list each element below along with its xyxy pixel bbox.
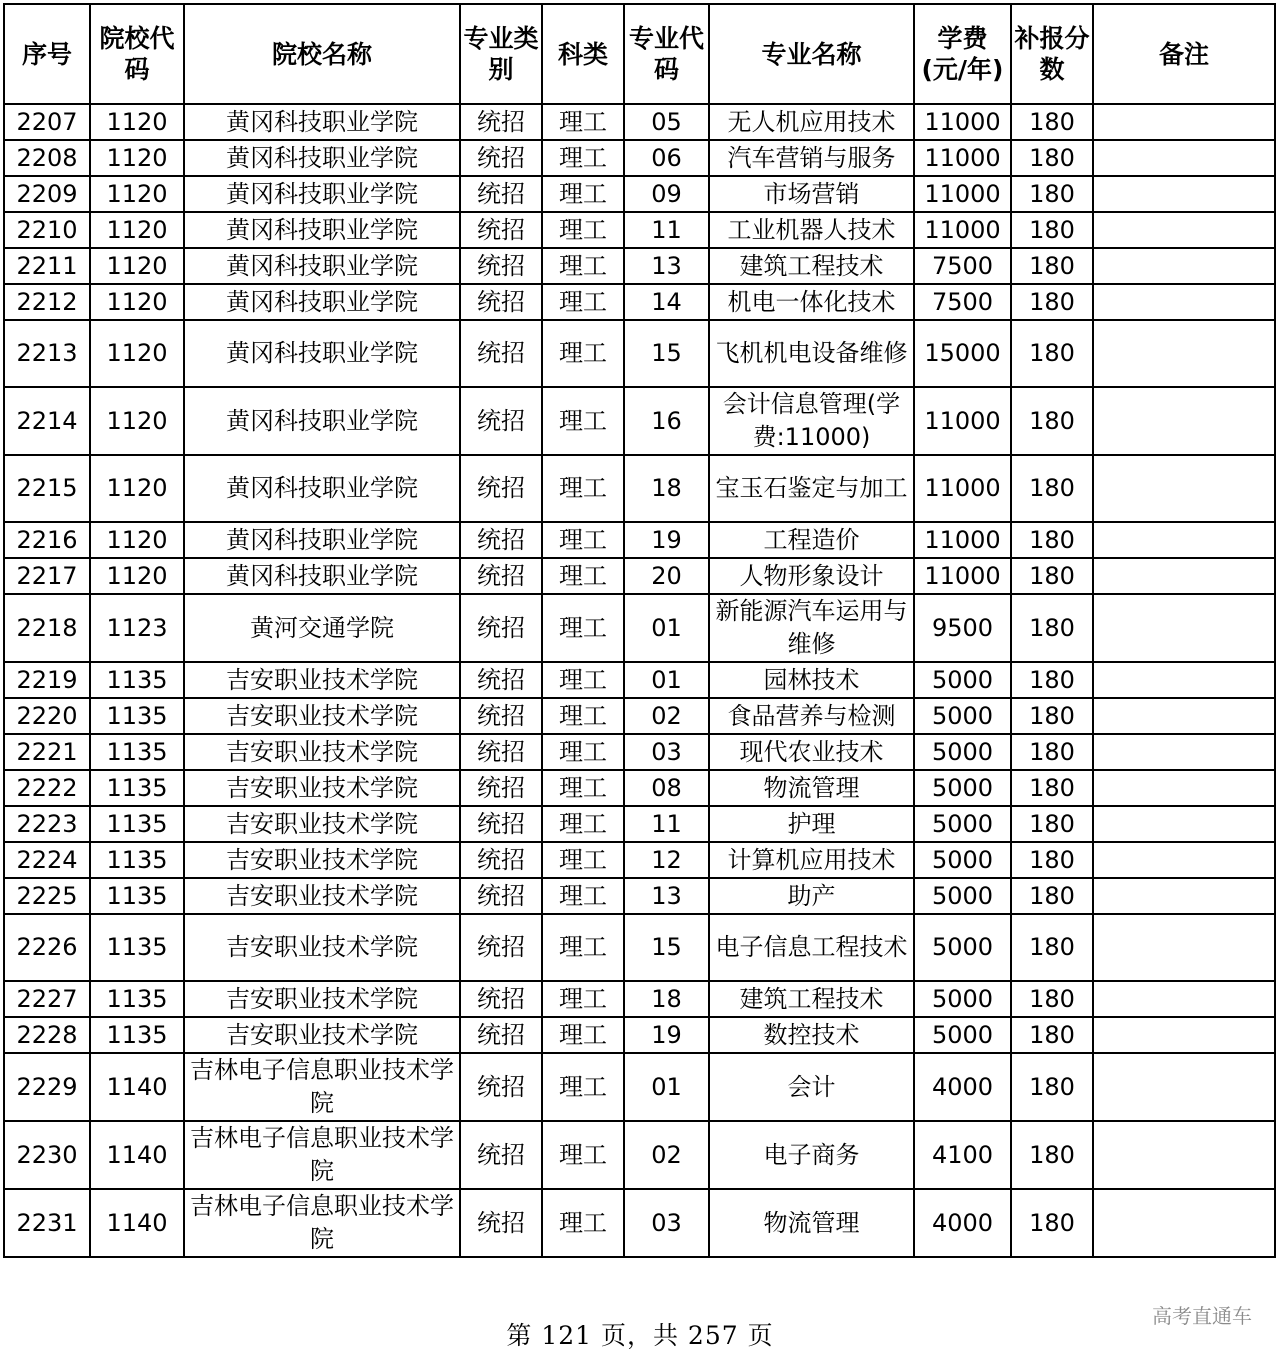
- category-cell: 理工: [542, 522, 624, 558]
- tuition-cell: 5000: [914, 806, 1011, 842]
- score-cell: 180: [1011, 806, 1093, 842]
- school-name-cell: 吉安职业技术学院: [184, 842, 460, 878]
- major-name-cell: 电子信息工程技术: [709, 914, 914, 981]
- seq-cell: 2223: [4, 806, 90, 842]
- category-cell: 理工: [542, 176, 624, 212]
- major-name-cell: 会计: [709, 1053, 914, 1121]
- school-name-cell: 黄冈科技职业学院: [184, 522, 460, 558]
- table-row: [4, 734, 1275, 770]
- table-row: [4, 878, 1275, 914]
- table-row: [4, 1189, 1275, 1257]
- note-cell: [1093, 522, 1275, 558]
- score-cell: 180: [1011, 248, 1093, 284]
- category-cell: 理工: [542, 981, 624, 1017]
- seq-cell: 2212: [4, 284, 90, 320]
- major-name-cell: 食品营养与检测: [709, 698, 914, 734]
- category-cell: 理工: [542, 734, 624, 770]
- seq-cell: 2224: [4, 842, 90, 878]
- major-type-cell: 统招: [460, 662, 542, 698]
- major-type-cell: 统招: [460, 320, 542, 387]
- seq-cell: 2219: [4, 662, 90, 698]
- table-row: [4, 806, 1275, 842]
- major-type-cell: 统招: [460, 140, 542, 176]
- score-cell: 180: [1011, 1053, 1093, 1121]
- major-type-cell: 统招: [460, 878, 542, 914]
- major-code-cell: 15: [624, 320, 709, 387]
- school-name-cell: 黄冈科技职业学院: [184, 176, 460, 212]
- major-code-cell: 14: [624, 284, 709, 320]
- score-cell: 180: [1011, 104, 1093, 140]
- header-major-name: 专业名称: [709, 4, 914, 104]
- major-name-cell: 建筑工程技术: [709, 981, 914, 1017]
- major-name-cell: 助产: [709, 878, 914, 914]
- major-type-cell: 统招: [460, 387, 542, 455]
- school-name-cell: 黄冈科技职业学院: [184, 558, 460, 594]
- major-name-cell: 工程造价: [709, 522, 914, 558]
- seq-cell: 2209: [4, 176, 90, 212]
- major-code-cell: 13: [624, 248, 709, 284]
- category-cell: 理工: [542, 662, 624, 698]
- school-name-cell: 吉安职业技术学院: [184, 662, 460, 698]
- category-cell: 理工: [542, 140, 624, 176]
- tuition-cell: 11000: [914, 522, 1011, 558]
- school-code-cell: 1120: [90, 248, 184, 284]
- note-cell: [1093, 455, 1275, 522]
- major-type-cell: 统招: [460, 248, 542, 284]
- score-cell: 180: [1011, 140, 1093, 176]
- category-cell: 理工: [542, 1017, 624, 1053]
- seq-cell: 2222: [4, 770, 90, 806]
- major-name-cell: 园林技术: [709, 662, 914, 698]
- major-code-cell: 13: [624, 878, 709, 914]
- tuition-cell: 5000: [914, 662, 1011, 698]
- school-name-cell: 黄冈科技职业学院: [184, 212, 460, 248]
- school-code-cell: 1135: [90, 981, 184, 1017]
- category-cell: 理工: [542, 104, 624, 140]
- major-name-cell: 数控技术: [709, 1017, 914, 1053]
- table-row: [4, 140, 1275, 176]
- note-cell: [1093, 806, 1275, 842]
- note-cell: [1093, 1189, 1275, 1257]
- watermark: 高考直通车: [1152, 1304, 1252, 1328]
- note-cell: [1093, 734, 1275, 770]
- major-type-cell: 统招: [460, 594, 542, 662]
- major-type-cell: 统招: [460, 770, 542, 806]
- major-code-cell: 12: [624, 842, 709, 878]
- score-cell: 180: [1011, 455, 1093, 522]
- table-row: [4, 914, 1275, 981]
- note-cell: [1093, 1017, 1275, 1053]
- seq-cell: 2220: [4, 698, 90, 734]
- major-code-cell: 06: [624, 140, 709, 176]
- school-name-cell: 吉安职业技术学院: [184, 878, 460, 914]
- table-row: [4, 698, 1275, 734]
- table-row: [4, 104, 1275, 140]
- major-code-cell: 19: [624, 1017, 709, 1053]
- major-type-cell: 统招: [460, 176, 542, 212]
- category-cell: 理工: [542, 387, 624, 455]
- major-name-cell: 会计信息管理(学费:11000): [709, 387, 914, 455]
- note-cell: [1093, 212, 1275, 248]
- header-category: 科类: [542, 4, 624, 104]
- note-cell: [1093, 662, 1275, 698]
- school-name-cell: 黄冈科技职业学院: [184, 104, 460, 140]
- tuition-cell: 5000: [914, 981, 1011, 1017]
- table-row: [4, 1053, 1275, 1121]
- major-name-cell: 机电一体化技术: [709, 284, 914, 320]
- note-cell: [1093, 594, 1275, 662]
- seq-cell: 2225: [4, 878, 90, 914]
- major-name-cell: 汽车营销与服务: [709, 140, 914, 176]
- major-type-cell: 统招: [460, 284, 542, 320]
- major-name-cell: 建筑工程技术: [709, 248, 914, 284]
- major-type-cell: 统招: [460, 914, 542, 981]
- table-row: [4, 248, 1275, 284]
- school-code-cell: 1135: [90, 842, 184, 878]
- seq-cell: 2218: [4, 594, 90, 662]
- school-code-cell: 1135: [90, 1017, 184, 1053]
- seq-cell: 2221: [4, 734, 90, 770]
- school-name-cell: 吉安职业技术学院: [184, 1017, 460, 1053]
- major-name-cell: 飞机机电设备维修: [709, 320, 914, 387]
- header-major-type: 专业类别: [460, 4, 542, 104]
- major-code-cell: 18: [624, 981, 709, 1017]
- table-row: [4, 522, 1275, 558]
- school-name-cell: 吉安职业技术学院: [184, 806, 460, 842]
- tuition-cell: 9500: [914, 594, 1011, 662]
- category-cell: 理工: [542, 248, 624, 284]
- school-code-cell: 1120: [90, 212, 184, 248]
- table-row: [4, 770, 1275, 806]
- major-type-cell: 统招: [460, 698, 542, 734]
- tuition-cell: 15000: [914, 320, 1011, 387]
- major-code-cell: 05: [624, 104, 709, 140]
- school-code-cell: 1140: [90, 1121, 184, 1189]
- school-code-cell: 1120: [90, 104, 184, 140]
- major-code-cell: 02: [624, 698, 709, 734]
- major-type-cell: 统招: [460, 558, 542, 594]
- note-cell: [1093, 842, 1275, 878]
- note-cell: [1093, 558, 1275, 594]
- seq-cell: 2214: [4, 387, 90, 455]
- major-code-cell: 15: [624, 914, 709, 981]
- tuition-cell: 4000: [914, 1189, 1011, 1257]
- tuition-cell: 7500: [914, 284, 1011, 320]
- note-cell: [1093, 1121, 1275, 1189]
- seq-cell: 2216: [4, 522, 90, 558]
- major-name-cell: 新能源汽车运用与维修: [709, 594, 914, 662]
- major-name-cell: 工业机器人技术: [709, 212, 914, 248]
- school-code-cell: 1140: [90, 1189, 184, 1257]
- header-school-name: 院校名称: [184, 4, 460, 104]
- major-code-cell: 03: [624, 1189, 709, 1257]
- seq-cell: 2226: [4, 914, 90, 981]
- major-name-cell: 宝玉石鉴定与加工: [709, 455, 914, 522]
- table-row: [4, 284, 1275, 320]
- school-code-cell: 1120: [90, 455, 184, 522]
- header-school-code: 院校代码: [90, 4, 184, 104]
- school-code-cell: 1120: [90, 387, 184, 455]
- school-code-cell: 1135: [90, 698, 184, 734]
- major-name-cell: 电子商务: [709, 1121, 914, 1189]
- seq-cell: 2215: [4, 455, 90, 522]
- school-name-cell: 吉林电子信息职业技术学院: [184, 1053, 460, 1121]
- major-code-cell: 19: [624, 522, 709, 558]
- school-code-cell: 1120: [90, 284, 184, 320]
- major-type-cell: 统招: [460, 212, 542, 248]
- major-code-cell: 11: [624, 806, 709, 842]
- score-cell: 180: [1011, 698, 1093, 734]
- major-code-cell: 02: [624, 1121, 709, 1189]
- major-name-cell: 物流管理: [709, 1189, 914, 1257]
- header-note: 备注: [1093, 4, 1275, 104]
- score-cell: 180: [1011, 176, 1093, 212]
- major-name-cell: 人物形象设计: [709, 558, 914, 594]
- table-row: [4, 1017, 1275, 1053]
- score-cell: 180: [1011, 734, 1093, 770]
- school-name-cell: 黄冈科技职业学院: [184, 387, 460, 455]
- note-cell: [1093, 176, 1275, 212]
- table-row: [4, 981, 1275, 1017]
- tuition-cell: 11000: [914, 558, 1011, 594]
- school-code-cell: 1135: [90, 734, 184, 770]
- header-tuition: 学费(元/年): [914, 4, 1011, 104]
- seq-cell: 2208: [4, 140, 90, 176]
- score-cell: 180: [1011, 387, 1093, 455]
- score-cell: 180: [1011, 1189, 1093, 1257]
- school-name-cell: 黄冈科技职业学院: [184, 140, 460, 176]
- school-name-cell: 吉安职业技术学院: [184, 914, 460, 981]
- tuition-cell: 11000: [914, 387, 1011, 455]
- note-cell: [1093, 284, 1275, 320]
- note-cell: [1093, 140, 1275, 176]
- seq-cell: 2213: [4, 320, 90, 387]
- table-row: [4, 594, 1275, 662]
- tuition-cell: 4000: [914, 1053, 1011, 1121]
- score-cell: 180: [1011, 594, 1093, 662]
- major-type-cell: 统招: [460, 1189, 542, 1257]
- score-cell: 180: [1011, 212, 1093, 248]
- school-name-cell: 黄河交通学院: [184, 594, 460, 662]
- header-major-code: 专业代码: [624, 4, 709, 104]
- major-code-cell: 01: [624, 662, 709, 698]
- category-cell: 理工: [542, 698, 624, 734]
- tuition-cell: 11000: [914, 212, 1011, 248]
- major-code-cell: 11: [624, 212, 709, 248]
- school-name-cell: 吉林电子信息职业技术学院: [184, 1121, 460, 1189]
- note-cell: [1093, 914, 1275, 981]
- seq-cell: 2211: [4, 248, 90, 284]
- tuition-cell: 11000: [914, 176, 1011, 212]
- major-code-cell: 08: [624, 770, 709, 806]
- score-cell: 180: [1011, 770, 1093, 806]
- school-name-cell: 黄冈科技职业学院: [184, 455, 460, 522]
- category-cell: 理工: [542, 770, 624, 806]
- note-cell: [1093, 981, 1275, 1017]
- score-cell: 180: [1011, 320, 1093, 387]
- seq-cell: 2230: [4, 1121, 90, 1189]
- category-cell: 理工: [542, 212, 624, 248]
- school-name-cell: 吉安职业技术学院: [184, 698, 460, 734]
- tuition-cell: 11000: [914, 140, 1011, 176]
- table-row: [4, 176, 1275, 212]
- note-cell: [1093, 770, 1275, 806]
- school-code-cell: 1135: [90, 770, 184, 806]
- score-cell: 180: [1011, 558, 1093, 594]
- school-code-cell: 1120: [90, 176, 184, 212]
- school-code-cell: 1120: [90, 320, 184, 387]
- score-cell: 180: [1011, 662, 1093, 698]
- tuition-cell: 11000: [914, 104, 1011, 140]
- page-footer: 第 121 页，共 257 页: [506, 1321, 774, 1350]
- category-cell: 理工: [542, 914, 624, 981]
- school-code-cell: 1140: [90, 1053, 184, 1121]
- major-code-cell: 16: [624, 387, 709, 455]
- school-code-cell: 1135: [90, 662, 184, 698]
- score-cell: 180: [1011, 914, 1093, 981]
- score-cell: 180: [1011, 522, 1093, 558]
- score-cell: 180: [1011, 981, 1093, 1017]
- tuition-cell: 5000: [914, 842, 1011, 878]
- seq-cell: 2228: [4, 1017, 90, 1053]
- school-code-cell: 1135: [90, 878, 184, 914]
- major-type-cell: 统招: [460, 104, 542, 140]
- header-row: [4, 4, 1275, 104]
- table-row: [4, 387, 1275, 455]
- school-code-cell: 1135: [90, 806, 184, 842]
- score-cell: 180: [1011, 284, 1093, 320]
- note-cell: [1093, 878, 1275, 914]
- category-cell: 理工: [542, 455, 624, 522]
- school-name-cell: 黄冈科技职业学院: [184, 320, 460, 387]
- note-cell: [1093, 387, 1275, 455]
- table-row: [4, 662, 1275, 698]
- score-cell: 180: [1011, 1017, 1093, 1053]
- category-cell: 理工: [542, 1053, 624, 1121]
- category-cell: 理工: [542, 594, 624, 662]
- major-name-cell: 现代农业技术: [709, 734, 914, 770]
- major-code-cell: 18: [624, 455, 709, 522]
- seq-cell: 2227: [4, 981, 90, 1017]
- table-row: [4, 320, 1275, 387]
- tuition-cell: 7500: [914, 248, 1011, 284]
- seq-cell: 2217: [4, 558, 90, 594]
- major-code-cell: 01: [624, 594, 709, 662]
- school-name-cell: 吉林电子信息职业技术学院: [184, 1189, 460, 1257]
- major-code-cell: 03: [624, 734, 709, 770]
- tuition-cell: 5000: [914, 698, 1011, 734]
- category-cell: 理工: [542, 878, 624, 914]
- major-code-cell: 20: [624, 558, 709, 594]
- school-code-cell: 1120: [90, 558, 184, 594]
- major-type-cell: 统招: [460, 522, 542, 558]
- tuition-cell: 5000: [914, 770, 1011, 806]
- school-name-cell: 黄冈科技职业学院: [184, 284, 460, 320]
- major-name-cell: 护理: [709, 806, 914, 842]
- school-code-cell: 1120: [90, 140, 184, 176]
- major-name-cell: 计算机应用技术: [709, 842, 914, 878]
- school-code-cell: 1120: [90, 522, 184, 558]
- category-cell: 理工: [542, 558, 624, 594]
- score-cell: 180: [1011, 1121, 1093, 1189]
- admissions-table: [3, 3, 1276, 1258]
- school-code-cell: 1123: [90, 594, 184, 662]
- note-cell: [1093, 320, 1275, 387]
- major-type-cell: 统招: [460, 806, 542, 842]
- tuition-cell: 11000: [914, 455, 1011, 522]
- table-body: [4, 104, 1275, 1257]
- tuition-cell: 5000: [914, 914, 1011, 981]
- seq-cell: 2210: [4, 212, 90, 248]
- school-name-cell: 吉安职业技术学院: [184, 734, 460, 770]
- school-code-cell: 1135: [90, 914, 184, 981]
- note-cell: [1093, 104, 1275, 140]
- major-type-cell: 统招: [460, 734, 542, 770]
- school-name-cell: 黄冈科技职业学院: [184, 248, 460, 284]
- category-cell: 理工: [542, 1121, 624, 1189]
- major-type-cell: 统招: [460, 1053, 542, 1121]
- major-type-cell: 统招: [460, 1121, 542, 1189]
- major-name-cell: 无人机应用技术: [709, 104, 914, 140]
- category-cell: 理工: [542, 284, 624, 320]
- major-name-cell: 物流管理: [709, 770, 914, 806]
- category-cell: 理工: [542, 320, 624, 387]
- note-cell: [1093, 698, 1275, 734]
- header-score: 补报分数: [1011, 4, 1093, 104]
- table-row: [4, 558, 1275, 594]
- table-row: [4, 212, 1275, 248]
- school-name-cell: 吉安职业技术学院: [184, 770, 460, 806]
- tuition-cell: 4100: [914, 1121, 1011, 1189]
- table-row: [4, 455, 1275, 522]
- tuition-cell: 5000: [914, 878, 1011, 914]
- category-cell: 理工: [542, 806, 624, 842]
- major-type-cell: 统招: [460, 1017, 542, 1053]
- table-row: [4, 842, 1275, 878]
- major-type-cell: 统招: [460, 981, 542, 1017]
- score-cell: 180: [1011, 878, 1093, 914]
- major-code-cell: 09: [624, 176, 709, 212]
- table-row: [4, 1121, 1275, 1189]
- note-cell: [1093, 1053, 1275, 1121]
- major-type-cell: 统招: [460, 455, 542, 522]
- note-cell: [1093, 248, 1275, 284]
- tuition-cell: 5000: [914, 1017, 1011, 1053]
- seq-cell: 2207: [4, 104, 90, 140]
- major-type-cell: 统招: [460, 842, 542, 878]
- seq-cell: 2229: [4, 1053, 90, 1121]
- seq-cell: 2231: [4, 1189, 90, 1257]
- score-cell: 180: [1011, 842, 1093, 878]
- header-seq: 序号: [4, 4, 90, 104]
- major-code-cell: 01: [624, 1053, 709, 1121]
- major-name-cell: 市场营销: [709, 176, 914, 212]
- tuition-cell: 5000: [914, 734, 1011, 770]
- category-cell: 理工: [542, 842, 624, 878]
- school-name-cell: 吉安职业技术学院: [184, 981, 460, 1017]
- category-cell: 理工: [542, 1189, 624, 1257]
